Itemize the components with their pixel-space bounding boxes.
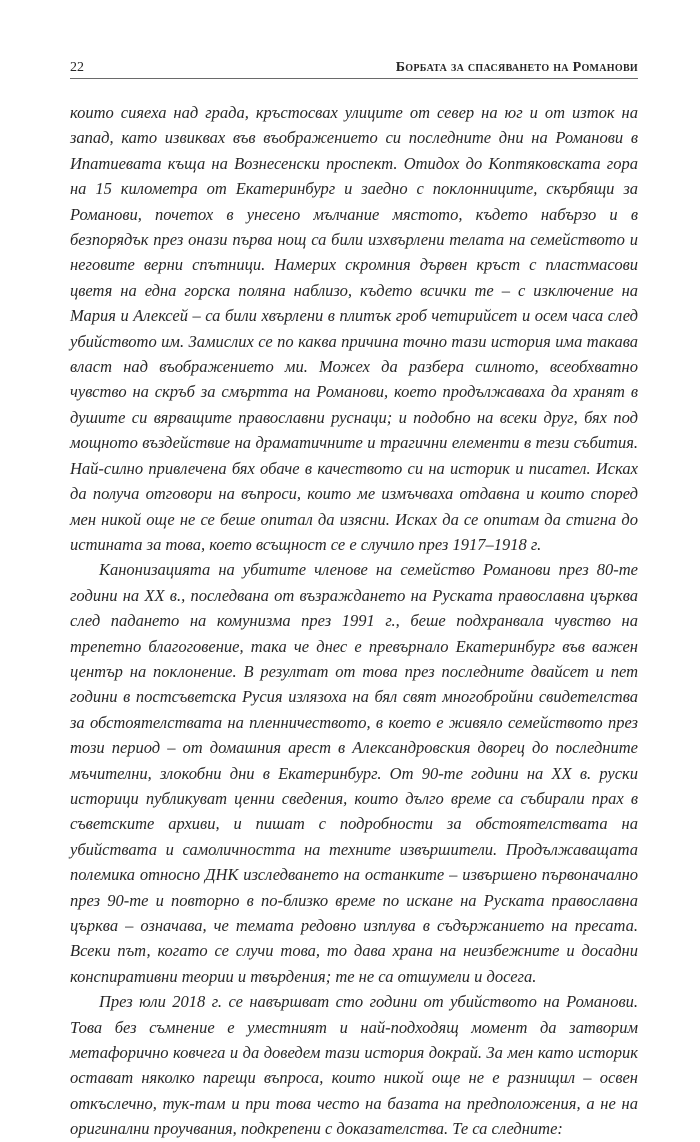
paragraph-1: които сияеха над града, кръстосвах улиците от север на юг и от изток на запад, като извиквах във въображението си последните дни на Романови в Ипатиевата къща на Вознесенски проспект. Отидох до Коптяковската гора на 15 километра от Екатеринбург и заедно с поклонниците, скърбящи за Романови, почетох в унесено мълчание мястото, където набързо и в безпорядък през онази първа нощ са били изхвърлени телата на семейството и неговите верни спътници. Намерих скромния дървен кръст с пластмасови цветя на една горска поляна наблизо, където всички те – с изключение на Мария и Алексей – са били хвърлени в плитък гроб четирийсет и осем часа след убийството им. Замислих се по каква причина точно тази история има такава власт над въображението ми. Можех да разбера силното, всеобхватно чувство на скръб за смъртта на Романови, което продължаваха да хранят в душите си вярващите православни руснаци; и подобно на всеки друг, бях под мощното въздействие на драматичните и трагични елементи в тези събития. Най-силно привлечена бях обаче в качеството си на историк и писател. Исках да получа отговори на въпроси, които ме измъчваха отдавна и които според мен никой още не се беше опитал да изясни. Исках да се опитам да стигна до истината за това, което всъщност се е случило през 1917–1918 г. [70, 103, 638, 554]
paragraph-3: През юли 2018 г. се навършват сто години от убийството на Романови. Това без съмнение е уместният и най-подходящ момент да затворим метафорично ковчега и да доведем тази история докрай. За мен като историк остават няколко парещи въпроса, които никой още не е разнищил – освен откъслечно, тук-там и при това често на базата на предположения, а не на оригинални проучвания, подкрепени с доказателства. Те са следните: [70, 992, 638, 1139]
page-number: 22 [70, 60, 84, 75]
body-text [70, 100, 638, 1142]
running-title: Борбата за спасяването на Романови [395, 60, 638, 75]
paragraph-2: Канонизацията на убитите членове на семейство Романови през 80-те години на XX в., последвана от възраждането на Руската православна църква след падането на комунизма през 1991 г., беше подхранвала чувство на трепетно благоговение, така че днес е превърнало Екатеринбург във важен център на поклонение. В резултат от това през последните двайсет и пет години в постсъветска Русия излязоха на бял свят многобройни свидетелства за обстоятелствата на пленничеството, в което е живяло семейството през този период – от домашния арест в Александровския дворец до последните мъчителни, злокобни дни в Екатеринбург. От 90-те години на XX в. руски историци публикуват ценни сведения, които дълго време са събирали прах в съветските архиви, и пишат с подробности за обстоятелствата на убийствата и самоличността на техните извършители. Продължаващата полемика относно ДНК изследването на останките – извършено първоначално през 90-те и повторно в по-близко време по искане на Руската православна църква – означава, че темата редовно изплува в съдържанието на пресата. Всеки път, когато се случи това, то дава храна на неизбежните и досадни конспиративни теории и твърдения; те не са отшумели и досега. [70, 560, 638, 986]
running-header [70, 58, 638, 79]
